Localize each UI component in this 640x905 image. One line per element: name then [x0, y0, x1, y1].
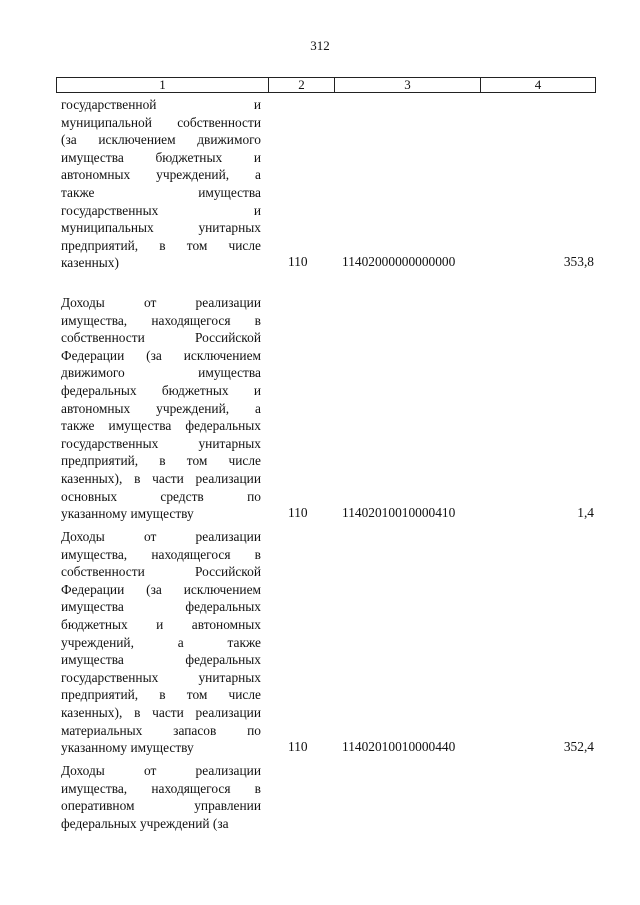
header-col-2: 2 — [269, 78, 335, 92]
budget-code: 11402000000000000 — [342, 254, 456, 269]
header-col-3: 3 — [335, 78, 481, 92]
description-line: предприятий, в том числе — [61, 453, 261, 469]
amount-value: 1,4 — [577, 505, 594, 520]
description-line: бюджетных и автономных — [61, 616, 261, 632]
description-line: Доходы от реализации — [61, 763, 261, 778]
description-line: Доходы от реализации — [61, 295, 261, 310]
row-description — [61, 294, 261, 523]
table-header — [56, 77, 596, 93]
description-line: муниципальной собственности — [61, 114, 261, 130]
description-line: Доходы от реализации — [61, 529, 261, 544]
description-line: автономных учреждений, а — [61, 400, 261, 416]
description-line: (за исключением движимого — [61, 132, 261, 148]
description-line: автономных учреждений, а — [61, 167, 261, 183]
description-line: имущества федеральных — [61, 652, 261, 668]
description-line: движимого имущества — [61, 365, 261, 381]
description-line: федеральных бюджетных и — [61, 382, 261, 398]
description-line: имущества, находящегося в — [61, 312, 261, 328]
description-line: имущества бюджетных и — [61, 149, 261, 165]
page-number: 312 — [310, 38, 330, 53]
row-description — [61, 528, 261, 757]
description-line: государственных унитарных — [61, 669, 261, 685]
description-line: собственности Российской — [61, 564, 261, 580]
description-line: имущества, находящегося в — [61, 546, 261, 562]
amount-value: 352,4 — [563, 739, 594, 754]
description-line: указанному имуществу — [61, 740, 194, 756]
description-line: государственных и — [61, 202, 261, 218]
description-line: также имущества федеральных — [61, 418, 261, 434]
description-line: имущества, находящегося в — [61, 780, 261, 796]
description-line: государственной и — [61, 97, 261, 112]
description-line: государственных унитарных — [61, 435, 261, 451]
description-line: также имущества — [61, 184, 261, 200]
description-line: учреждений, а также — [61, 634, 261, 650]
description-line: имущества федеральных — [61, 599, 261, 615]
budget-code: 11402010010000440 — [342, 739, 456, 754]
row-description — [61, 96, 261, 272]
description-line: предприятий, в том числе — [61, 237, 261, 253]
header-col-1: 1 — [57, 78, 269, 92]
description-line: предприятий, в том числе — [61, 687, 261, 703]
description-line: муниципальных унитарных — [61, 220, 261, 236]
description-line: федеральных учреждений (за — [61, 815, 229, 831]
description-line: собственности Российской — [61, 330, 261, 346]
header-col-4: 4 — [534, 77, 542, 92]
description-line: казенных) — [61, 255, 119, 271]
admin-code: 110 — [288, 505, 308, 520]
description-line: Федерации (за исключением — [61, 581, 261, 597]
description-line: оперативном управлении — [61, 798, 261, 814]
description-line: указанному имуществу — [61, 506, 194, 522]
row-description — [61, 762, 261, 832]
description-line: основных средств по — [61, 488, 261, 504]
description-line: казенных), в части реализации — [61, 704, 261, 720]
description-line: казенных), в части реализации — [61, 470, 261, 486]
budget-code: 11402010010000410 — [342, 505, 456, 520]
amount-value: 353,8 — [563, 254, 594, 269]
description-line: материальных запасов по — [61, 722, 261, 738]
admin-code: 110 — [288, 739, 308, 754]
admin-code: 110 — [288, 254, 308, 269]
description-line: Федерации (за исключением — [61, 347, 261, 363]
